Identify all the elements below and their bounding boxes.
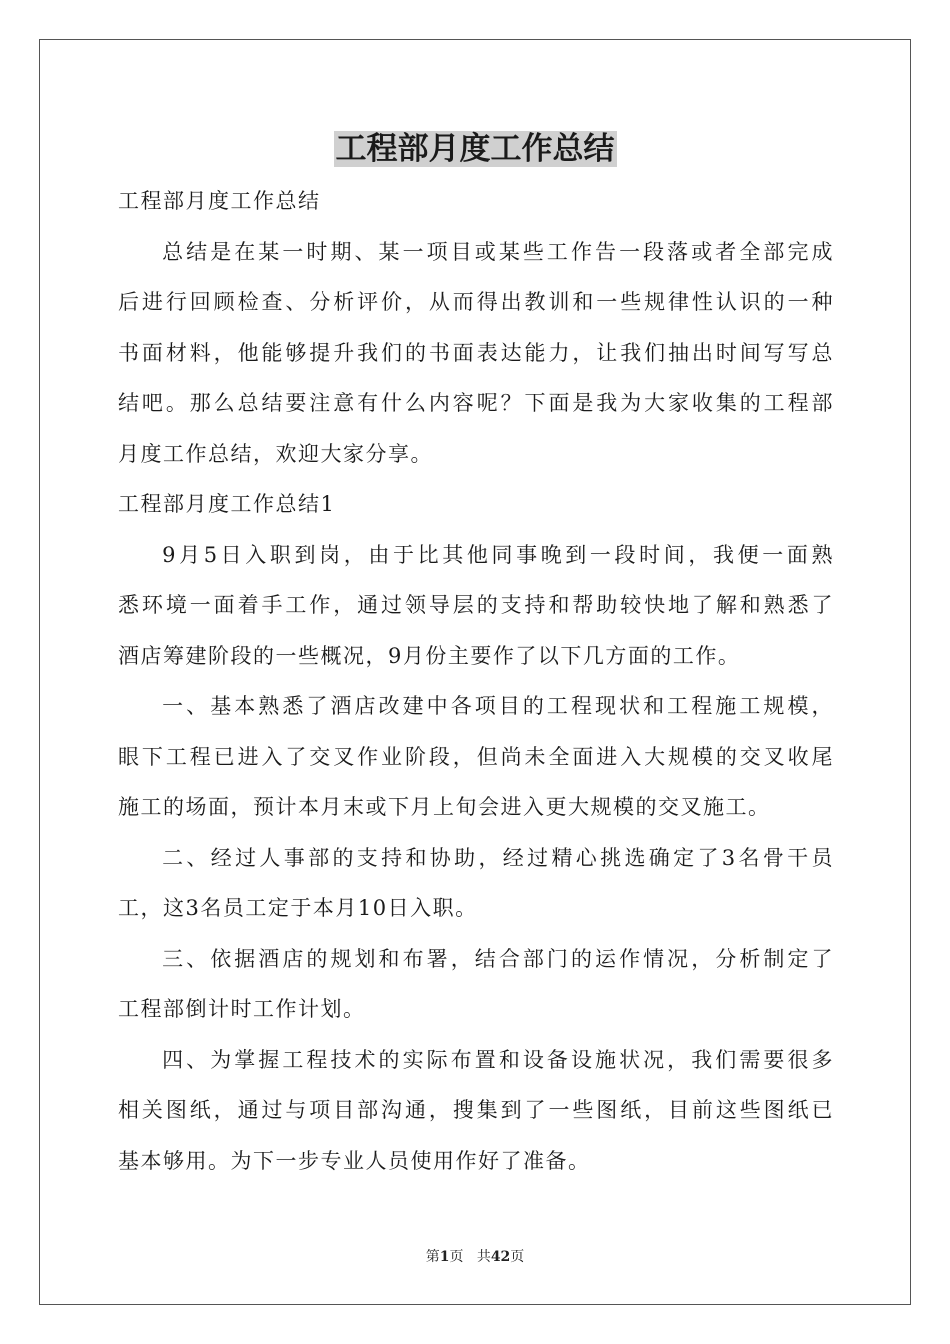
total-prefix: 共 <box>476 1249 491 1265</box>
document-body <box>118 176 834 1186</box>
document-title <box>0 124 950 174</box>
total-suffix: 页 <box>510 1249 525 1265</box>
page-prefix: 第 <box>425 1249 440 1265</box>
page-suffix: 页 <box>449 1249 464 1265</box>
intro-line: 总结是在某一时期、某一项目或某些工作告一段落或者全部完成 <box>162 239 834 264</box>
item-4-line: 四、为掌握工程技术的实际布置和设备设施状况，我们需要很多 <box>162 1047 834 1072</box>
intro-line: 后进行回顾检查、分析评价，从而得出教训和一些规律性认识的一种 <box>118 290 834 314</box>
intro-line: 月度工作总结，欢迎大家分享。 <box>118 441 433 466</box>
item-1-line: 一、基本熟悉了酒店改建中各项目的工程现状和工程施工规模， <box>162 694 834 718</box>
intro-line: 书面材料，他能够提升我们的书面表达能力，让我们抽出时间写写总 <box>118 340 834 365</box>
item-4-line: 基本够用。为下一步专业人员使用作好了准备。 <box>118 1148 591 1173</box>
intro-line: 结吧。那么总结要注意有什么内容呢？下面是我为大家收集的工程部 <box>118 391 834 415</box>
item-4-line: 相关图纸，通过与项目部沟通，搜集到了一些图纸，目前这些图纸已 <box>118 1098 834 1122</box>
page-number: 1 <box>439 1249 450 1265</box>
paragraph-line: 悉环境一面着手工作，通过领导层的支持和帮助较快地了解和熟悉了 <box>118 593 834 617</box>
item-2-line: 工，这3名员工定于本月10日入职。 <box>118 896 478 920</box>
item-3-line: 工程部倒计时工作计划。 <box>118 997 366 1021</box>
paragraph-line: 9月5日入职到岗，由于比其他同事晚到一段时间，我便一面熟 <box>162 542 834 567</box>
section-heading: 工程部月度工作总结1 <box>118 492 336 516</box>
subtitle: 工程部月度工作总结 <box>118 189 321 213</box>
item-2-line: 二、经过人事部的支持和协助，经过精心挑选确定了3名骨干员 <box>162 845 834 870</box>
page-footer <box>0 1246 950 1266</box>
document-title-text: 工程部月度工作总结 <box>335 131 615 167</box>
item-1-line: 眼下工程已进入了交叉作业阶段，但尚未全面进入大规模的交叉收尾 <box>118 744 834 769</box>
item-3-line: 三、依据酒店的规划和布署，结合部门的运作情况，分析制定了 <box>162 946 834 971</box>
item-1-line: 施工的场面，预计本月末或下月上旬会进入更大规模的交叉施工。 <box>118 795 771 819</box>
paragraph-line: 酒店筹建阶段的一些概况，9月份主要作了以下几方面的工作。 <box>118 643 741 668</box>
total-pages: 42 <box>490 1249 511 1265</box>
